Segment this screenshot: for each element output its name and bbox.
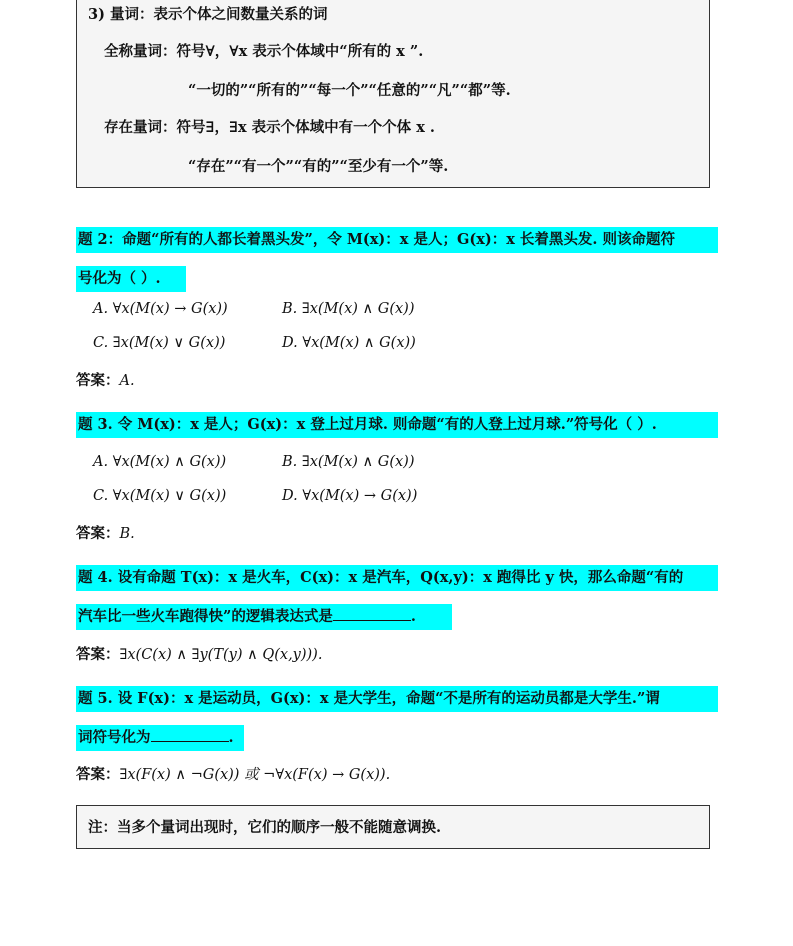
- q2-option-a: A. ∀x(M(x) → G(x)): [93, 301, 228, 317]
- q4-stem-line2-end: .: [410, 608, 416, 625]
- q3-option-c: C. ∀x(M(x) ∨ G(x)): [93, 488, 227, 504]
- q2-stem-line1: 题 2：命题“所有的人都长着黑头发”，令 M(x)：x 是人；G(x)：x 长着黑头发. 则该命题符: [78, 231, 676, 248]
- q3-answer-label: 答案：: [76, 525, 120, 542]
- q3-option-d: D. ∀x(M(x) → G(x)): [282, 488, 418, 504]
- q5-answer: [76, 765, 390, 785]
- q5-stem-line2-text: 词符号化为: [78, 729, 151, 746]
- q2-option-d: D. ∀x(M(x) ∧ G(x)): [282, 335, 416, 351]
- q5-answer-value: ∃x(F(x) ∧ ¬G(x)) 或 ¬∀x(F(x) → G(x)).: [119, 767, 391, 783]
- q4-answer-blank: [333, 604, 411, 621]
- q3-option-b: B. ∃x(M(x) ∧ G(x)): [282, 454, 415, 470]
- q2-option-c: C. ∃x(M(x) ∨ G(x)): [93, 335, 226, 351]
- q4-stem-line2-text: 汽车比一些火车跑得快”的逻辑表达式是: [78, 608, 333, 625]
- universal-quantifier-line: 全称量词：符号∀，∀x 表示个体域中“所有的 x ”.: [104, 43, 424, 60]
- q5-answer-label: 答案：: [76, 766, 120, 783]
- q3-option-a: A. ∀x(M(x) ∧ G(x)): [93, 454, 227, 470]
- q5-answer-blank: [151, 725, 229, 742]
- existential-quantifier-line: 存在量词：符号∃，∃x 表示个体域中有一个个体 x .: [104, 119, 435, 136]
- q2-stem-line2: 号化为（ ）.: [78, 270, 161, 287]
- universal-quantifier-examples: “一切的”“所有的”“每一个”“任意的”“凡”“都”等.: [188, 82, 511, 99]
- q4-answer-label: 答案：: [76, 646, 120, 663]
- q3-stem-line1: 题 3. 令 M(x)：x 是人；G(x)：x 登上过月球. 则命题“有的人登上过月球.”符号化（ ）.: [78, 416, 657, 433]
- q3-answer: [76, 524, 135, 544]
- q5-stem-line2: [78, 725, 234, 751]
- q5-stem-line2-end: .: [228, 729, 234, 746]
- q2-answer-label: 答案：: [76, 372, 120, 389]
- q2-answer-value: A.: [119, 373, 135, 389]
- q2-option-b: B. ∃x(M(x) ∧ G(x)): [282, 301, 415, 317]
- q5-stem-line1: 题 5. 设 F(x)：x 是运动员，G(x)：x 是大学生，命题“不是所有的运动员都是大学生.”谓: [78, 690, 660, 707]
- existential-quantifier-examples: “存在”“有一个”“有的”“至少有一个”等.: [188, 158, 449, 175]
- q3-answer-value: B.: [119, 526, 135, 542]
- q4-answer: [76, 645, 322, 665]
- note-text: 注：当多个量词出现时，它们的顺序一般不能随意调换.: [88, 819, 442, 836]
- q4-stem-line2: [78, 604, 416, 630]
- quantifier-heading: 3) 量词：表示个体之间数量关系的词: [88, 6, 328, 23]
- q4-answer-value: ∃x(C(x) ∧ ∃y(T(y) ∧ Q(x,y))).: [119, 647, 323, 663]
- q2-answer: [76, 371, 135, 391]
- q4-stem-line1: 题 4. 设有命题 T(x)：x 是火车，C(x)：x 是汽车，Q(x,y)：x 跑得比 y 快，那么命题“有的: [78, 569, 684, 586]
